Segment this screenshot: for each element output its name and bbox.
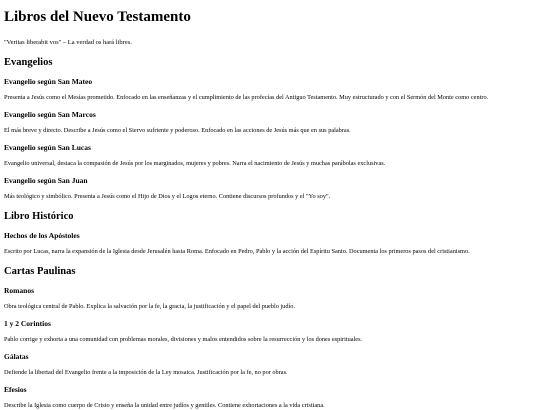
- book-title-mateo: Evangelio según San Mateo: [4, 77, 93, 86]
- book-title-efesios: Efesios: [4, 385, 27, 394]
- motto: "Veritas liberabit vos" – La verdad os hará libres.: [4, 39, 132, 46]
- book-title-juan: Evangelio según San Juan: [4, 176, 88, 185]
- book-description-efesios: Describe la Iglesia como cuerpo de Cristo y enseña la unidad entre judíos y gentiles. Contiene exhortaciones a la vida cristiana.: [4, 402, 325, 409]
- book-title-corintios: 1 y 2 Corintios: [4, 319, 51, 328]
- book-description-lucas: Evangelio universal, destaca la compasión de Jesús por los marginados, mujeres y pobres. Narra el nacimiento de Jesús y muchas parábolas exclusivas.: [4, 160, 386, 167]
- book-description-juan: Más teológico y simbólico. Presenta a Jesús como el Hijo de Dios y el Logos eterno. Contiene discursos profundos y el "Yo soy".: [4, 193, 331, 200]
- book-description-romanos: Obra teológica central de Pablo. Explica la salvación por la fe, la gracia, la justificación y el papel del pueblo judío.: [4, 303, 295, 310]
- section-cartas-paulinas: [4, 265, 540, 410]
- book-description-hechos: Escrito por Lucas, narra la expansión de la Iglesia desde Jerusalén hasta Roma. Enfocado en Pedro, Pablo y la acción del Espíritu Santo. Documenta los primeros pasos del cristianismo.: [4, 248, 470, 255]
- section-heading: Cartas Paulinas: [4, 266, 76, 277]
- book-title-hechos: Hechos de los Apóstoles: [4, 231, 80, 240]
- book-title-marcos: Evangelio según San Marcos: [4, 110, 96, 119]
- section-libro-historico: [4, 210, 540, 256]
- section-heading: Evangelios: [4, 57, 53, 68]
- section-evangelios: [4, 56, 540, 201]
- book-description-marcos: El más breve y directo. Describe a Jesús como el Siervo sufriente y poderoso. Enfocado en las acciones de Jesús más que en sus palabras.: [4, 127, 351, 134]
- book-description-mateo: Presenta a Jesús como el Mesías prometido. Enfocado en las enseñanzas y el cumplimiento de las profecías del Antiguo Testamento. Muy estructurado y con el Sermón del Monte como centro.: [4, 94, 489, 101]
- book-title-romanos: Romanos: [4, 286, 35, 295]
- book-description-corintios: Pablo corrige y exhorta a una comunidad con problemas morales, divisiones y malos entendidos sobre la resurrección y los dones espirituales.: [4, 336, 363, 343]
- book-description-galatas: Defiende la libertad del Evangelio frente a la imposición de la Ley mosaica. Justificación por la fe, no por obras.: [4, 369, 288, 376]
- page-title: Libros del Nuevo Testamento: [4, 9, 191, 25]
- book-title-galatas: Gálatas: [4, 352, 29, 361]
- book-title-lucas: Evangelio según San Lucas: [4, 143, 91, 152]
- section-heading: Libro Histórico: [4, 211, 74, 222]
